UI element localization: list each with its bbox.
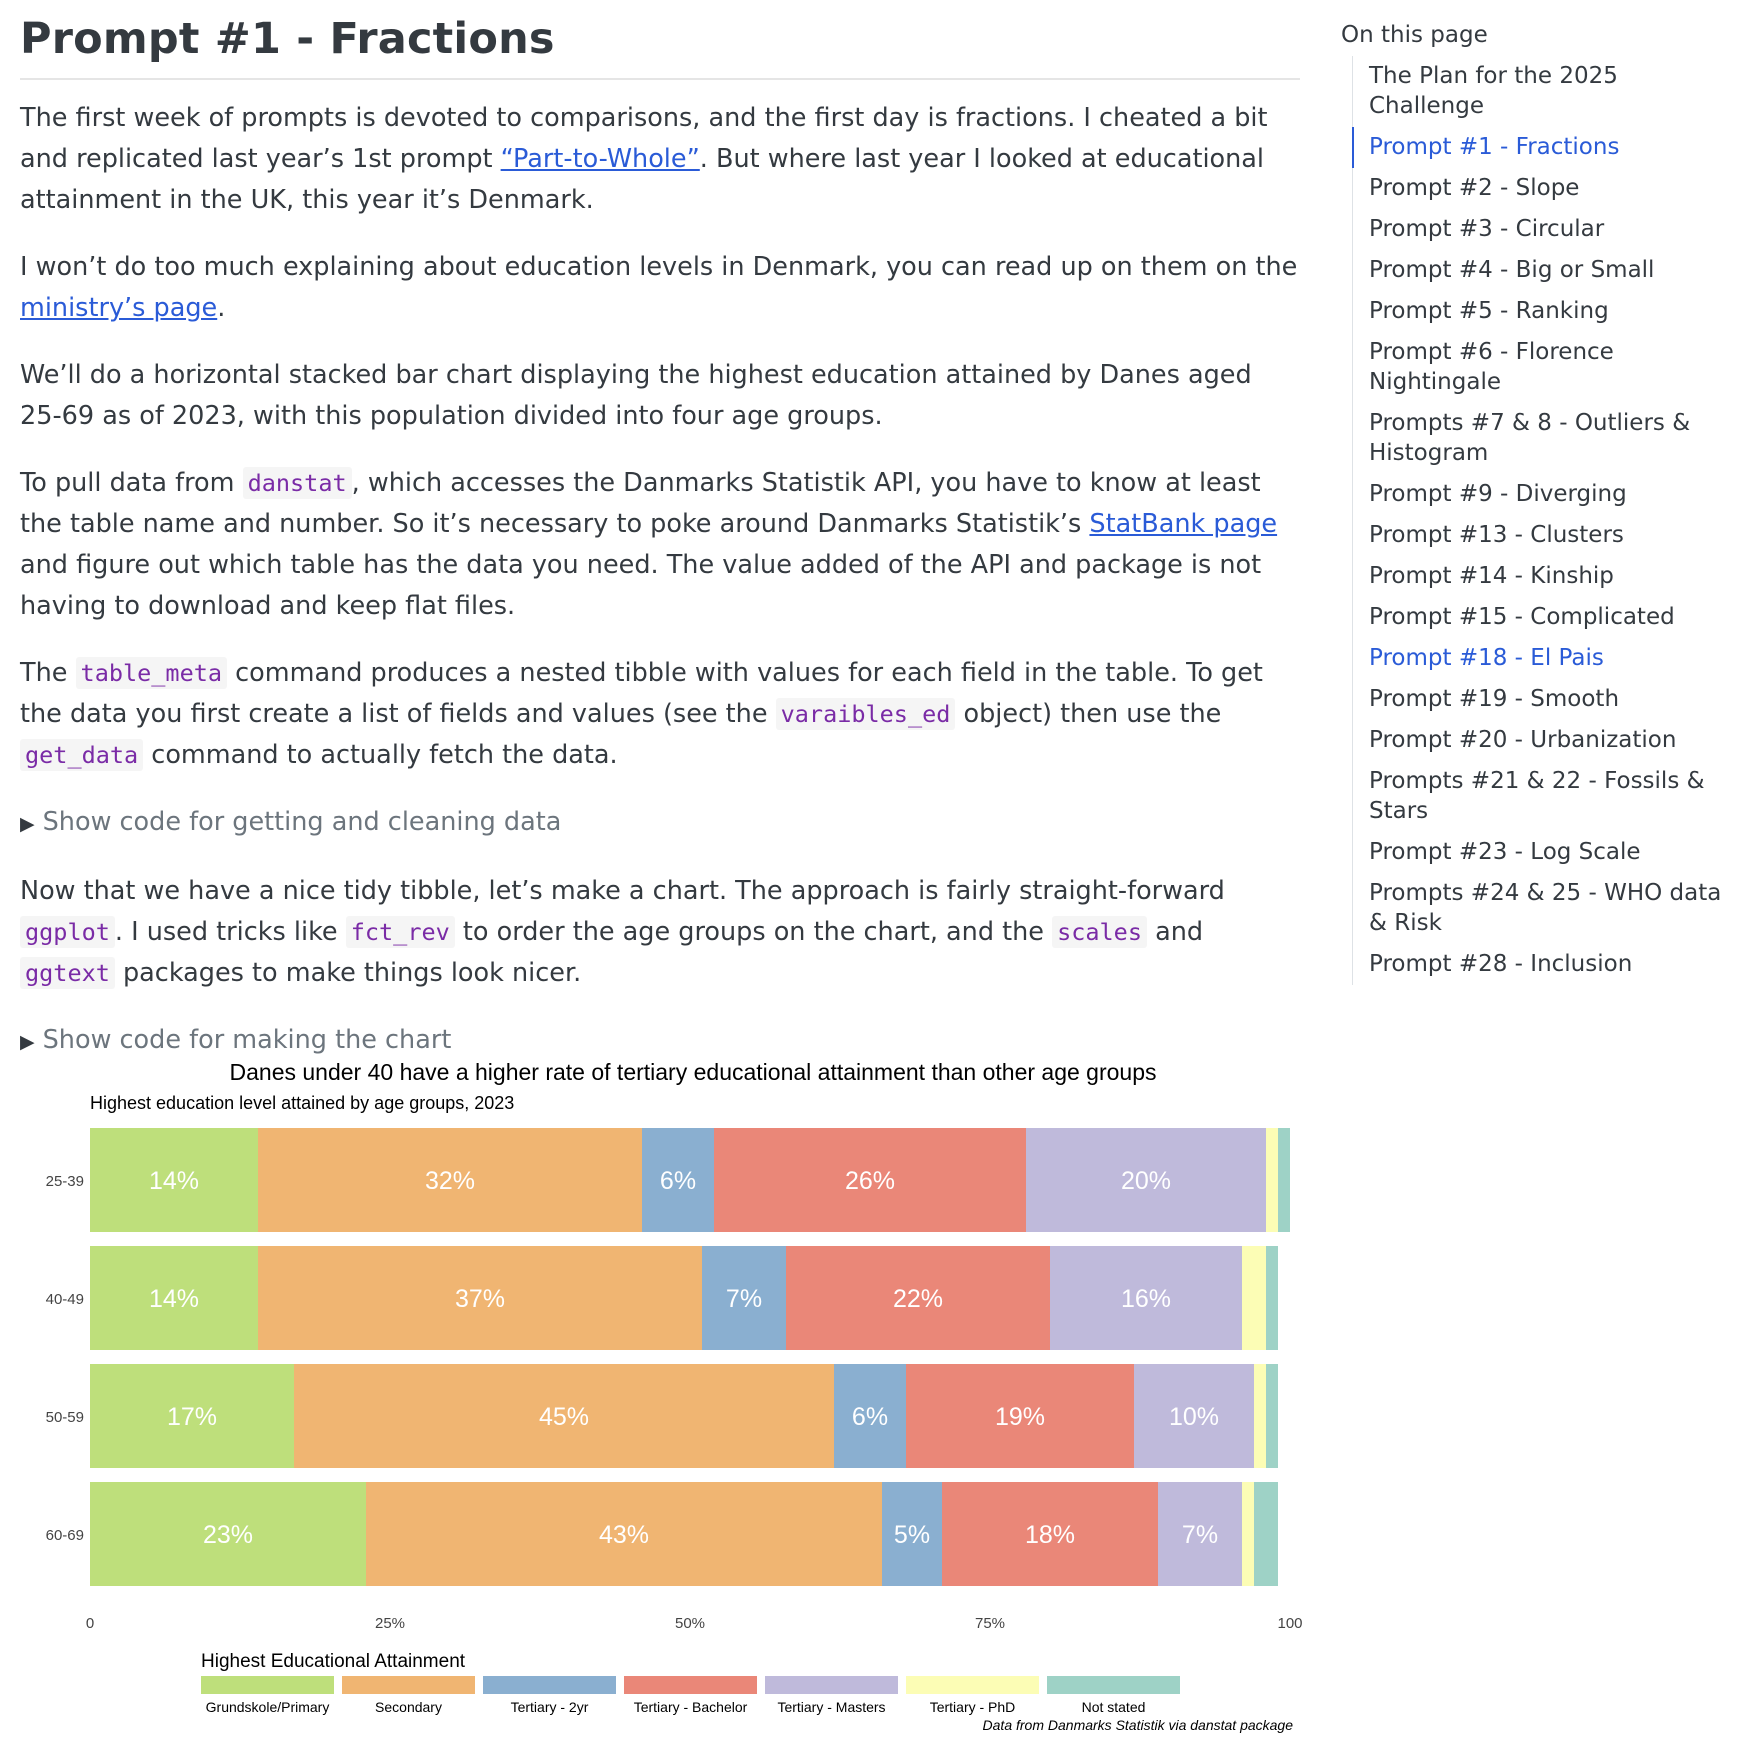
code-varaibles-ed: varaibles_ed [776,698,956,730]
code-fct-rev: fct_rev [346,916,455,948]
toc-item[interactable]: Prompt #3 - Circular [1369,216,1605,242]
legend [201,1676,1180,1715]
details-label: Show code for getting and cleaning data [42,807,562,837]
y-tick-label: 40-49 [45,1291,84,1308]
text: packages to make things look nicer. [114,958,582,988]
toc-item[interactable]: Prompts #24 & 25 - WHO data & Risk [1369,880,1722,936]
toc-item[interactable]: Prompt #14 - Kinship [1369,563,1614,589]
part-to-whole-link[interactable]: “Part-to-Whole” [500,144,700,174]
toc-item[interactable]: Prompt #9 - Diverging [1369,481,1627,507]
paragraph-ministry [20,247,1300,329]
legend-swatch [483,1676,616,1694]
paragraph-chart-plan: We’ll do a horizontal stacked bar chart displaying the highest education attained by Danes aged 25-69 as of 2023, with this population divided into four age groups. [20,360,1252,431]
bar-data-label: 45% [538,1403,590,1431]
chart-title: Danes under 40 have a higher rate of tertiary educational attainment than other age groups [229,1059,1157,1085]
code-ggplot: ggplot [20,916,115,948]
toc-item[interactable]: Prompts #7 & 8 - Outliers & Histogram [1369,410,1691,466]
paragraph-ggplot [20,871,1300,994]
legend-label: Secondary [375,1699,442,1715]
text: command produces a nested tibble with values for each field in the table. To get the data you first create a list of fields and values (see the [20,658,1263,729]
bar-data-label: 32% [424,1167,476,1195]
bar-segment [1266,1364,1278,1468]
x-tick-label: 50% [674,1615,706,1632]
bar-data-label: 19% [994,1403,1046,1431]
toc-item[interactable]: Prompt #28 - Inclusion [1369,951,1633,977]
toc-title: On this page [1341,22,1488,48]
text: . I used tricks like [114,917,346,947]
code-get-data: get_data [20,739,143,771]
text: command to actually fetch the data. [143,740,618,770]
toc-item[interactable]: Prompt #23 - Log Scale [1369,839,1641,865]
y-tick-label: 60-69 [45,1527,84,1544]
toc-item[interactable]: Prompt #18 - El Pais [1369,645,1604,671]
stacked-bar-chart [20,1050,1303,1750]
x-tick-label: 0 [85,1615,95,1632]
legend-label: Tertiary - Masters [777,1699,886,1715]
paragraph-table-meta [20,653,1300,776]
text: , which accesses the Danmarks Statistik API, you have to know at least the table name and number. So it’s necessary to poke around Danmarks Statistik’s [20,468,1261,539]
legend-swatch [1047,1676,1180,1694]
details-toggle-data-code[interactable] [20,802,1300,845]
chart-subtitle: Highest education level attained by age groups, 2023 [90,1093,515,1113]
bar-data-label: 6% [851,1403,889,1431]
toc-item[interactable]: Prompt #1 - Fractions [1352,127,1740,168]
bar-data-label: 7% [1181,1521,1219,1549]
bar-data-label: 7% [725,1285,763,1313]
bar-data-label: 16% [1120,1285,1172,1313]
bar-data-label: 5% [893,1521,931,1549]
caret-right-icon: ▶ [20,1031,35,1053]
text: . But where last year I looked at educational attainment in the UK, this year it’s Denmark. [20,144,1265,215]
toc-item[interactable]: Prompt #6 - Florence Nightingale [1369,339,1614,395]
bar-data-label: 26% [844,1167,896,1195]
legend-swatch [765,1676,898,1694]
caret-right-icon: ▶ [20,813,35,835]
legend-swatch [906,1676,1039,1694]
legend-swatch [624,1676,757,1694]
y-axis-labels [46,1173,84,1544]
bar-data-label: 20% [1120,1167,1172,1195]
x-tick-label: 100 [1277,1615,1303,1632]
legend-label: Tertiary - PhD [929,1699,1016,1715]
bar-data-label: 17% [166,1403,218,1431]
legend-label: Tertiary - Bachelor [633,1699,748,1715]
legend-title: Highest Educational Attainment [201,1651,466,1672]
text: I won’t do too much explaining about education levels in Denmark, you can read up on them on the [20,252,1298,282]
table-of-contents [1340,22,1740,985]
paragraph-intro [20,98,1300,221]
bar-segment [1242,1246,1266,1350]
text: To pull data from [20,468,243,498]
bar-data-label: 14% [148,1167,200,1195]
bar-segment [1266,1128,1278,1232]
code-table-meta: table_meta [76,657,227,689]
bar-segment [1254,1364,1266,1468]
text: . [217,293,226,323]
main-content [20,0,1300,1089]
code-scales: scales [1052,916,1147,948]
legend-label: Grundskole/Primary [205,1699,330,1715]
chart-figure [20,1050,1303,1750]
legend-label: Tertiary - 2yr [510,1699,589,1715]
toc-item[interactable]: Prompts #21 & 22 - Fossils & Stars [1369,768,1705,824]
bar-segment [1266,1246,1278,1350]
toc-item[interactable]: Prompt #13 - Clusters [1369,522,1624,548]
bar-segment [1278,1128,1290,1232]
bar-data-label: 22% [892,1285,944,1313]
toc-item[interactable]: Prompt #5 - Ranking [1369,298,1609,324]
toc-item[interactable]: Prompt #19 - Smooth [1369,686,1620,712]
code-danstat: danstat [243,467,352,499]
text: to order the age groups on the chart, and the [454,917,1053,947]
ministry-page-link[interactable]: ministry’s page [20,293,218,323]
y-tick-label: 50-59 [45,1409,84,1426]
bar-data-label: 10% [1168,1403,1220,1431]
bar-data-label: 6% [659,1167,697,1195]
bar-data-label: 18% [1024,1521,1076,1549]
bar-data-label: 14% [148,1285,200,1313]
bar-data-label: 23% [202,1521,254,1549]
paragraph-danstat [20,463,1300,627]
details-label: Show code for making the chart [42,1025,452,1055]
bar-segment [1242,1482,1254,1586]
bar-data-label: 43% [598,1521,650,1549]
x-axis-ticks [86,1615,1303,1632]
legend-swatch [201,1676,334,1694]
text: object) then use the [955,699,1222,729]
toc-item[interactable]: Prompt #2 - Slope [1369,175,1580,201]
chart-caption: Data from Danmarks Statistik via danstat package [982,1717,1293,1733]
page-title: Prompt #1 - Fractions [20,0,1300,80]
legend-label: Not stated [1081,1699,1146,1715]
toc-item[interactable]: Prompt #15 - Complicated [1369,604,1675,630]
text: The first week of prompts is devoted to comparisons, and the first day is fractions. I cheated a bit and replicated last year’s 1st prompt [20,103,1268,174]
text: and [1146,917,1204,947]
x-tick-label: 75% [974,1615,1006,1632]
toc-item[interactable]: The Plan for the 2025 Challenge [1369,63,1618,119]
text: Now that we have a nice tidy tibble, let’s make a chart. The approach is fairly straight-forward [20,876,1225,906]
text: The [20,658,76,688]
bars-layer [90,1128,1290,1586]
text: and figure out which table has the data you need. The value added of the API and package is not having to download and keep flat files. [20,550,1262,621]
toc-list [1352,56,1740,985]
statbank-page-link[interactable]: StatBank page [1089,509,1278,539]
toc-item[interactable]: Prompt #20 - Urbanization [1369,727,1677,753]
toc-item[interactable]: Prompt #4 - Big or Small [1369,257,1655,283]
bar-segment [1254,1482,1278,1586]
legend-swatch [342,1676,475,1694]
y-tick-label: 25-39 [45,1173,84,1190]
bar-data-label: 37% [454,1285,506,1313]
code-ggtext: ggtext [20,957,115,989]
x-tick-label: 25% [374,1615,406,1632]
